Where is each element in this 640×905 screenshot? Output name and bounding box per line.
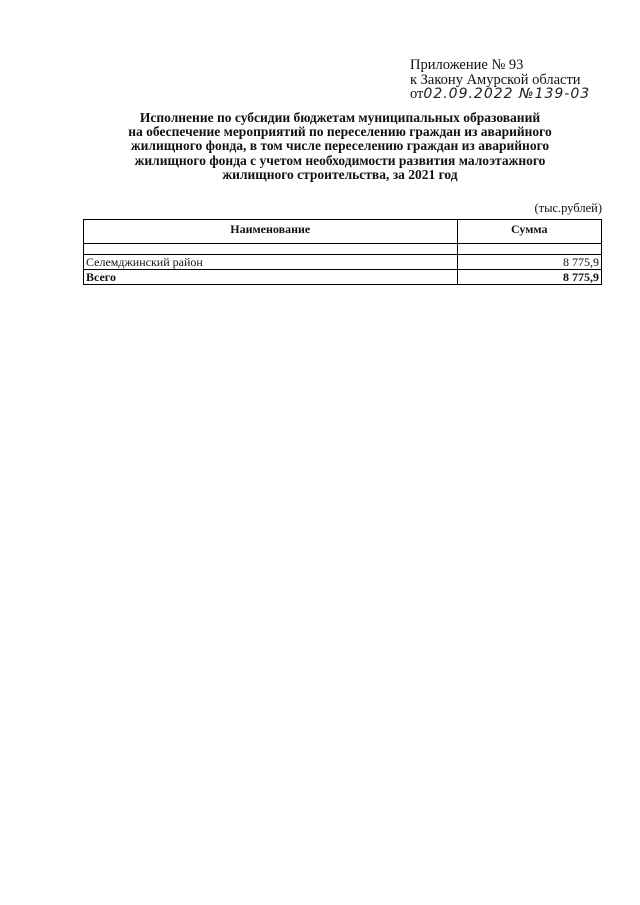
table-header-row bbox=[84, 220, 602, 244]
appendix-block bbox=[410, 58, 610, 102]
handwritten-date-number: 02.09.2022 №139-03 bbox=[423, 86, 591, 102]
title-line: жилищного строительства, за 2021 год bbox=[222, 166, 458, 182]
row-amount: 8 775,9 bbox=[457, 255, 601, 270]
appendix-law-reference: к Закону Амурской области bbox=[410, 71, 581, 88]
appendix-date-prefix: от bbox=[410, 86, 424, 102]
title-line: жилищного фонда, в том числе переселению граждан из аварийного bbox=[130, 138, 550, 154]
title-line: на обеспечение мероприятий по переселению граждан из аварийного bbox=[128, 124, 552, 140]
title-line: жилищного фонда с учетом необходимости развития малоэтажного bbox=[134, 152, 546, 168]
table-row bbox=[84, 255, 602, 270]
title-line: Исполнение по субсидии бюджетам муниципальных образований bbox=[139, 110, 541, 125]
spacer-row bbox=[84, 244, 602, 255]
row-name: Селемджинский район bbox=[84, 255, 458, 270]
header-name: Наименование bbox=[84, 220, 458, 244]
document-title bbox=[60, 111, 620, 182]
total-row bbox=[84, 270, 602, 285]
total-amount: 8 775,9 bbox=[457, 270, 601, 285]
appendix-date-line bbox=[410, 87, 610, 102]
subsidy-table bbox=[83, 219, 602, 285]
total-name: Всего bbox=[84, 270, 458, 285]
appendix-number: Приложение № 93 bbox=[410, 57, 524, 73]
units-label: (тыс.рублей) bbox=[534, 201, 602, 215]
header-amount: Сумма bbox=[457, 220, 601, 244]
